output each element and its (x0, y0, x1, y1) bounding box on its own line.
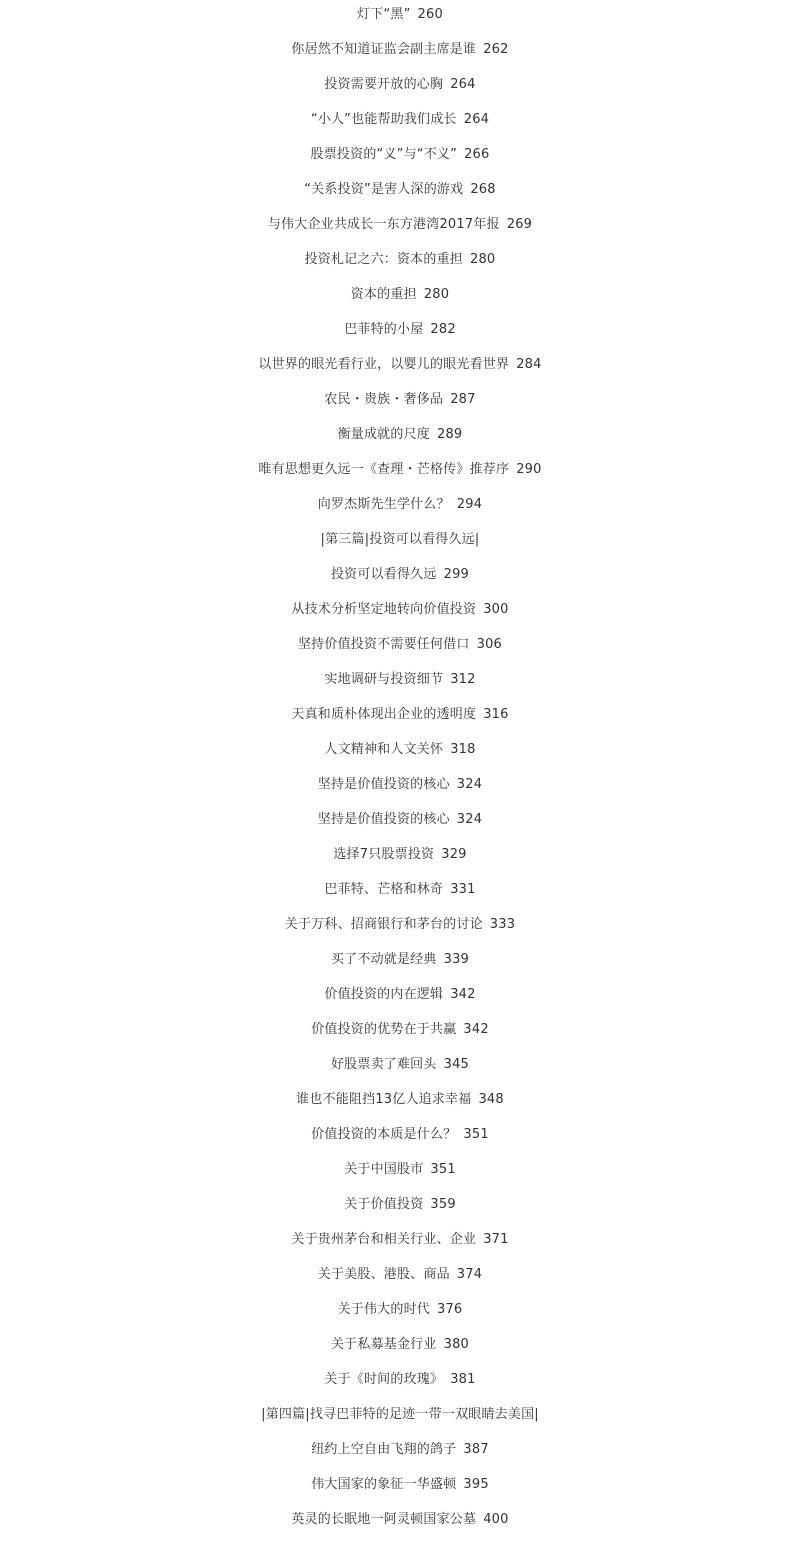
toc-entry (0, 805, 800, 840)
toc-entry-title: 关于贵州茅台和相关行业、企业 (291, 1232, 477, 1247)
toc-entry-title: “小人”也能帮助我们成长 (310, 112, 457, 127)
toc-entry-title: 灯下“黑” (357, 7, 411, 22)
toc-entry (0, 1050, 800, 1085)
toc-entry (0, 560, 800, 595)
toc-entry-page-number: 324 (456, 777, 483, 792)
toc-entry-title: 关于私募基金行业 (330, 1337, 437, 1352)
toc-entry-page-number: 342 (463, 1022, 489, 1037)
toc-entry-page-number: 294 (456, 497, 483, 512)
toc-entry-page-number: 318 (450, 742, 476, 757)
toc-entry-page-number: 299 (443, 567, 470, 582)
toc-entry (0, 665, 800, 700)
toc-entry-title: 投资札记之六：资本的重担 (304, 252, 463, 267)
toc-entry-page-number: 374 (456, 1267, 483, 1282)
toc-entry-page-number: 266 (464, 147, 490, 162)
toc-entry-title: 向罗杰斯先生学什么？ (317, 497, 450, 512)
toc-entry (0, 1015, 800, 1050)
toc-entry-title: 坚持是价值投资的核心 (317, 812, 450, 827)
toc-entry (0, 630, 800, 665)
toc-entry-page-number: 264 (450, 77, 476, 92)
toc-entry-page-number: 316 (483, 707, 509, 722)
toc-entry-title: 坚持价值投资不需要任何借口 (297, 637, 470, 652)
toc-entry-page-number: 287 (450, 392, 476, 407)
toc-entry-title: 关于万科、招商银行和茅台的讨论 (284, 917, 483, 932)
toc-entry (0, 1295, 800, 1330)
toc-entry-page-number: 329 (441, 847, 467, 862)
toc-entry-title: 谁也不能阻挡13亿人追求幸福 (296, 1092, 472, 1107)
toc-section-heading (0, 1400, 800, 1435)
toc-entry-title: 从技术分析坚定地转向价值投资 (291, 602, 477, 617)
toc-entry (0, 1435, 800, 1470)
toc-entry (0, 770, 800, 805)
toc-entry-title: 投资需要开放的心胸 (324, 77, 444, 92)
toc-entry-page-number: 380 (443, 1337, 470, 1352)
toc-entry-title: 与伟大企业共成长一东方港湾2017年报 (267, 217, 500, 232)
toc-entry-page-number: 395 (463, 1477, 489, 1492)
toc-entry (0, 315, 800, 350)
toc-entry-title: 关于中国股市 (344, 1162, 424, 1177)
toc-entry-page-number: 300 (483, 602, 509, 617)
toc-entry-title: 衡量成就的尺度 (337, 427, 430, 442)
toc-entry (0, 455, 800, 490)
toc-entry (0, 490, 800, 525)
toc-entry-title: 坚持是价值投资的核心 (317, 777, 450, 792)
toc-entry-page-number: 345 (443, 1057, 470, 1072)
toc-entry-title: 选择7只股票投资 (333, 847, 435, 862)
toc-entry-title: 关于伟大的时代 (337, 1302, 430, 1317)
toc-entry (0, 105, 800, 140)
toc-entry (0, 1155, 800, 1190)
toc-entry-title: 巴菲特、芒格和林奇 (324, 882, 444, 897)
toc-entry (0, 1085, 800, 1120)
toc-entry-page-number: 387 (463, 1442, 489, 1457)
toc-entry-title: 实地调研与投资细节 (324, 672, 444, 687)
toc-entry-title: 价值投资的内在逻辑 (324, 987, 444, 1002)
toc-entry-page-number: 282 (430, 322, 456, 337)
toc-entry-page-number: 351 (430, 1162, 456, 1177)
toc-entry (0, 875, 800, 910)
toc-entry (0, 245, 800, 280)
toc-entry-page-number: 342 (450, 987, 476, 1002)
toc-entry (0, 1470, 800, 1505)
toc-entry-title: 关于价值投资 (344, 1197, 424, 1212)
toc-entry (0, 1190, 800, 1225)
section-heading-title: |第四篇|找寻巴菲特的足迹一带一双眼睛去美国| (261, 1407, 539, 1422)
toc-entry-title: 巴菲特的小屋 (344, 322, 424, 337)
toc-entry-page-number: 333 (489, 917, 516, 932)
section-heading-title: |第三篇|投资可以看得久远| (320, 532, 480, 547)
toc-entry-page-number: 260 (417, 7, 443, 22)
toc-entry-page-number: 269 (506, 217, 533, 232)
toc-entry (0, 35, 800, 70)
toc-entry-title: 以世界的眼光看行业，以婴儿的眼光看世界 (258, 357, 510, 372)
toc-entry (0, 1260, 800, 1295)
toc-entry (0, 595, 800, 630)
toc-entry (0, 140, 800, 175)
toc-entry-page-number: 400 (483, 1512, 509, 1527)
toc-entry-title: 纽约上空自由飞翔的鸽子 (311, 1442, 457, 1457)
toc-entry-title: 价值投资的优势在于共赢 (311, 1022, 457, 1037)
toc-entry (0, 1505, 800, 1540)
toc-entry-page-number: 306 (476, 637, 503, 652)
toc-entry-page-number: 280 (469, 252, 496, 267)
toc-entry-page-number: 289 (436, 427, 463, 442)
toc-entry (0, 700, 800, 735)
toc-entry (0, 280, 800, 315)
toc-entry-title: 唯有思想更久远一《查理・芒格传》推荐序 (258, 462, 510, 477)
toc-entry (0, 0, 800, 35)
toc-entry (0, 945, 800, 980)
toc-entry-page-number: 290 (516, 462, 542, 477)
toc-entry-page-number: 264 (463, 112, 490, 127)
toc-entry (0, 980, 800, 1015)
toc-entry-page-number: 331 (450, 882, 476, 897)
toc-entry-title: 价值投资的本质是什么？ (311, 1127, 457, 1142)
toc-entry-page-number: 312 (450, 672, 476, 687)
toc-entry-title: 天真和质朴体现出企业的透明度 (291, 707, 477, 722)
toc-entry (0, 910, 800, 945)
toc-entry-title: 买了不动就是经典 (330, 952, 437, 967)
toc-entry (0, 1365, 800, 1400)
toc-entry-title: 好股票卖了难回头 (330, 1057, 437, 1072)
toc-entry (0, 735, 800, 770)
toc-entry-page-number: 348 (478, 1092, 504, 1107)
toc-entry-page-number: 376 (436, 1302, 463, 1317)
toc-entry-page-number: 371 (483, 1232, 509, 1247)
toc-entry (0, 1120, 800, 1155)
toc-entry (0, 385, 800, 420)
toc-entry (0, 1225, 800, 1260)
toc-entry-page-number: 324 (456, 812, 483, 827)
toc-entry-page-number: 359 (430, 1197, 456, 1212)
toc-entry-title: 你居然不知道证监会副主席是谁 (291, 42, 477, 57)
toc-entry-title: 关于《时间的玫瑰》 (324, 1372, 444, 1387)
toc-entry-title: 投资可以看得久远 (330, 567, 437, 582)
toc-entry-title: 人文精神和人文关怀 (324, 742, 444, 757)
toc-entry (0, 1330, 800, 1365)
toc-entry-title: 英灵的长眠地一阿灵顿国家公墓 (291, 1512, 477, 1527)
toc-entry-title: “关系投资”是害人深的游戏 (304, 182, 464, 197)
toc-entry-title: 关于美股、港股、商品 (317, 1267, 450, 1282)
toc-entry (0, 350, 800, 385)
toc-section-heading (0, 525, 800, 560)
toc-entry-page-number: 284 (516, 357, 542, 372)
toc-entry-page-number: 351 (463, 1127, 489, 1142)
toc-entry (0, 70, 800, 105)
toc-entry-page-number: 262 (483, 42, 509, 57)
toc-entry (0, 210, 800, 245)
toc-entry-title: 资本的重担 (350, 287, 417, 302)
toc-entry (0, 175, 800, 210)
toc-entry (0, 420, 800, 455)
toc-entry-page-number: 381 (450, 1372, 476, 1387)
toc-entry-title: 农民・贵族・奢侈品 (324, 392, 444, 407)
toc-entry-title: 股票投资的“义”与“不义” (310, 147, 458, 162)
toc-entry-page-number: 339 (443, 952, 470, 967)
toc-entry-title: 伟大国家的象征一华盛顿 (311, 1477, 457, 1492)
toc-entry (0, 840, 800, 875)
toc-entry-page-number: 268 (470, 182, 496, 197)
toc-entry-page-number: 280 (423, 287, 450, 302)
